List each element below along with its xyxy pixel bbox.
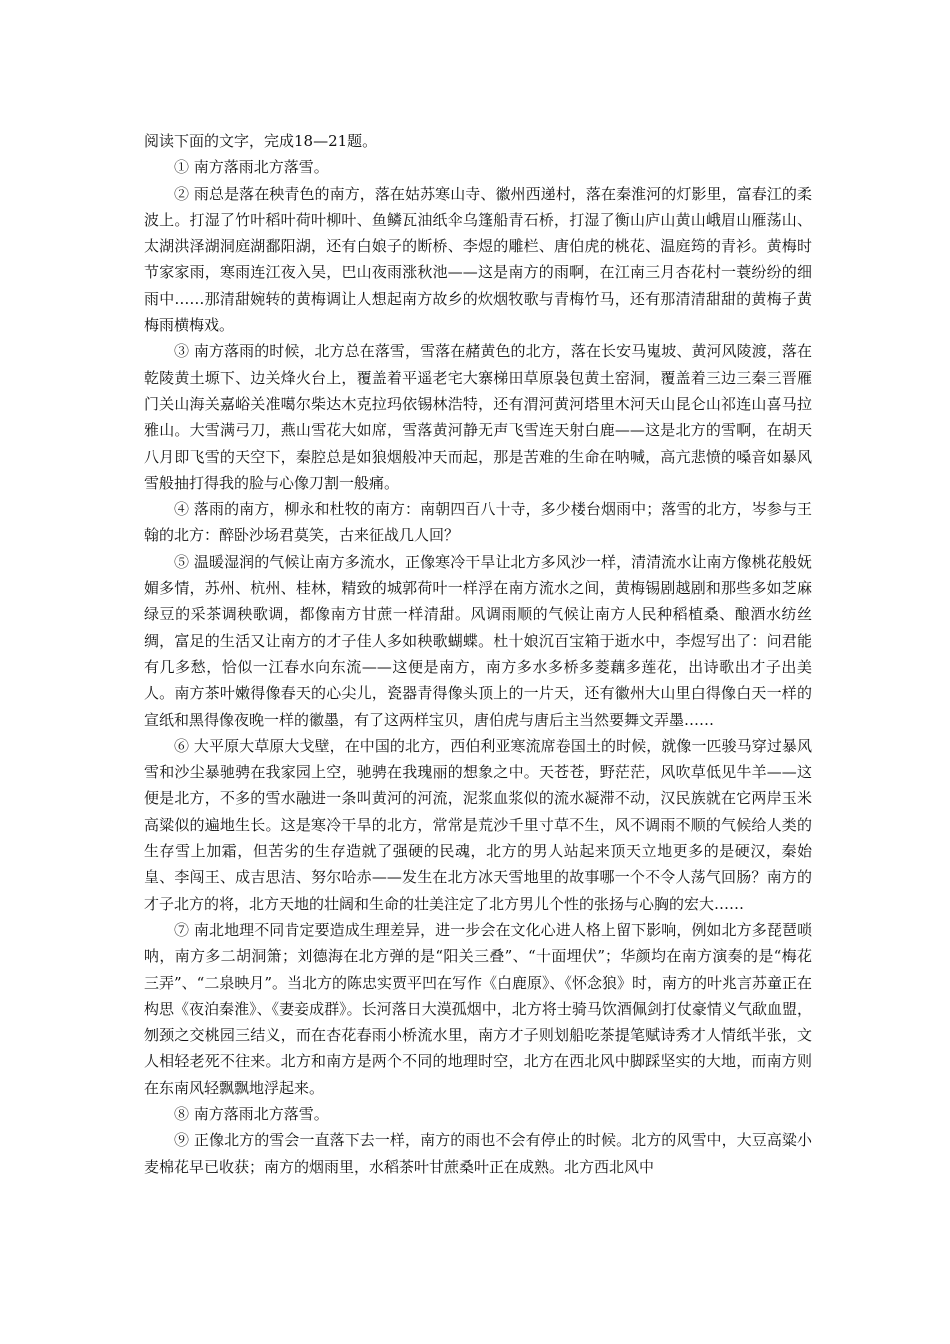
paragraph-3: ③ 南方落雨的时候，北方总在落雪，雪落在赭黄色的北方，落在长安马嵬坡、黄河风陵渡，落在乾陵黄土塬下、边关烽火台上，覆盖着平遥老宅大寨梯田草原袅包黄土窑洞，覆盖着三边三秦三晋雁门关山海关嘉峪关准噶尔柴达木克拉玛依锡林浩特，还有渭河黄河塔里木河天山昆仑山祁连山喜马拉雅山。大雪满弓刀，燕山雪花大如席，雪落黄河静无声飞雪连天射白鹿——这是北方的雪啊，在胡天八月即飞雪的天空下，秦腔总是如狼烟般冲天而起，那是苦难的生命在呐喊，高亢悲愤的嗓音如暴风雪般抽打得我的脸与心像刀割一般痛。 bbox=[144, 342, 812, 492]
paragraph-6: ⑥ 大平原大草原大戈壁，在中国的北方，西伯利亚寒流席卷国土的时候，就像一匹骏马穿过暴风雪和沙尘暴驰骋在我家园上空，驰骋在我瑰丽的想象之中。天苍苍，野茫茫，风吹草低见牛羊——这便是北方，不多的雪水融进一条叫黄河的河流，泥浆血浆似的流水凝滞不动，汉民族就在它两岸玉米高粱似的遍地生长。这是寒冷干旱的北方，常常是荒沙千里寸草不生，风不调雨不顺的气候给人类的生存雪上加霜，但苦劣的生存造就了强硬的民魂，北方的男人站起来顶天立地更多的是硬汉，秦始皇、李闯王、成吉思洁、努尔哈赤——发生在北方冰天雪地里的故事哪一个不令人荡气回肠？南方的才子北方的将，北方天地的壮阔和生命的壮美注定了北方男儿个性的张扬与心胸的宏大…… bbox=[144, 736, 812, 913]
paragraph-8: ⑧ 南方落雨北方落雪。 bbox=[174, 1104, 329, 1123]
paragraph-9: ⑨ 正像北方的雪会一直落下去一样，南方的雨也不会有停止的时候。北方的风雪中，大豆高粱小麦棉花早已收获；南方的烟雨里，水稻茶叶甘蔗桑叶正在成熟。北方西北风中 bbox=[144, 1131, 812, 1176]
paragraph-5: ⑤ 温暖湿润的气候让南方多流水，正像寒冷干旱让北方多风沙一样，清清流水让南方像桃花般妩媚多情，苏州、杭州、桂林，精致的城郭荷叶一样浮在南方流水之间，黄梅锡剧越剧和那些多如芝麻绿豆的采茶调秧歌调，都像南方甘蔗一样清甜。风调雨顺的气候让南方人民种稻植桑、酿酒水纺丝绸，富足的生活又让南方的才子佳人多如秧歌蝴蝶。杜十娘沉百宝箱于逝水中，李煜写出了：问君能有几多愁，恰似一江春水向东流——这便是南方，南方多水多桥多菱藕多莲花，出诗歌出才子出美人。南方茶叶嫩得像春天的心尖儿，瓷器青得像头顶上的一片天，还有徽州大山里白得像白天一样的宣纸和黑得像夜晚一样的徽墨，有了这两样宝贝，唐伯虎与唐后主当然要舞文弄墨…… bbox=[144, 552, 812, 729]
paragraph-4: ④ 落雨的南方，柳永和杜牧的南方：南朝四百八十寺，多少楼台烟雨中；落雪的北方，岑参与王翰的北方：醉卧沙场君莫笑，古来征战几人回？ bbox=[144, 500, 812, 545]
paragraph-2: ② 雨总是落在秧青色的南方，落在姑苏寒山寺、徽州西递村，落在秦淮河的灯影里，富春江的柔波上。打湿了竹叶稻叶荷叶柳叶、鱼鳞瓦油纸伞乌篷船青石桥，打湿了衡山庐山黄山峨眉山雁荡山、太湖洪泽湖洞庭湖鄱阳湖，还有白娘子的断桥、李煜的雕栏、唐伯虎的桃花、温庭筠的青衫。黄梅时节家家雨，寒雨连江夜入吴，巴山夜雨涨秋池——这是南方的雨啊，在江南三月杏花村一蓑纷纷的细雨中……那清甜婉转的黄梅调让人想起南方故乡的炊烟牧歌与青梅竹马，还有那清清甜甜的黄梅子黄梅雨横梅戏。 bbox=[144, 184, 812, 335]
question-instruction: 阅读下面的文字，完成18—21题。 bbox=[144, 132, 378, 150]
paragraph-7: ⑦ 南北地理不同肯定要造成生理差异，进一步会在文化心进人格上留下影响，例如北方多琵琶唢呐，南方多二胡洞箫；刘德海在北方弹的是“阳关三叠”、“十面埋伏”；华颜均在南方演奏的是“梅花三弄”、“二泉映月”。当北方的陈忠实贾平凹在写作《白鹿原》、《怀念狼》时，南方的叶兆言苏童正在构思《夜泊秦淮》、《妻妾成群》。长河落日大漠孤烟中，北方将士骑马饮酒佩剑打仗豪情义气歃血盟，刎颈之交桃园三结义，而在杏花春雨小桥流水里，南方才子则划船吃茶提笔赋诗秀才人情纸半张，文人相轻老死不往来。北方和南方是两个不同的地理时空，北方在西北风中脚踩坚实的大地，而南方则在东南风轻飘飘地浮起来。 bbox=[144, 920, 813, 1097]
reading-passage bbox=[144, 128, 812, 1180]
paragraph-1: ① 南方落雨北方落雪。 bbox=[174, 158, 329, 177]
